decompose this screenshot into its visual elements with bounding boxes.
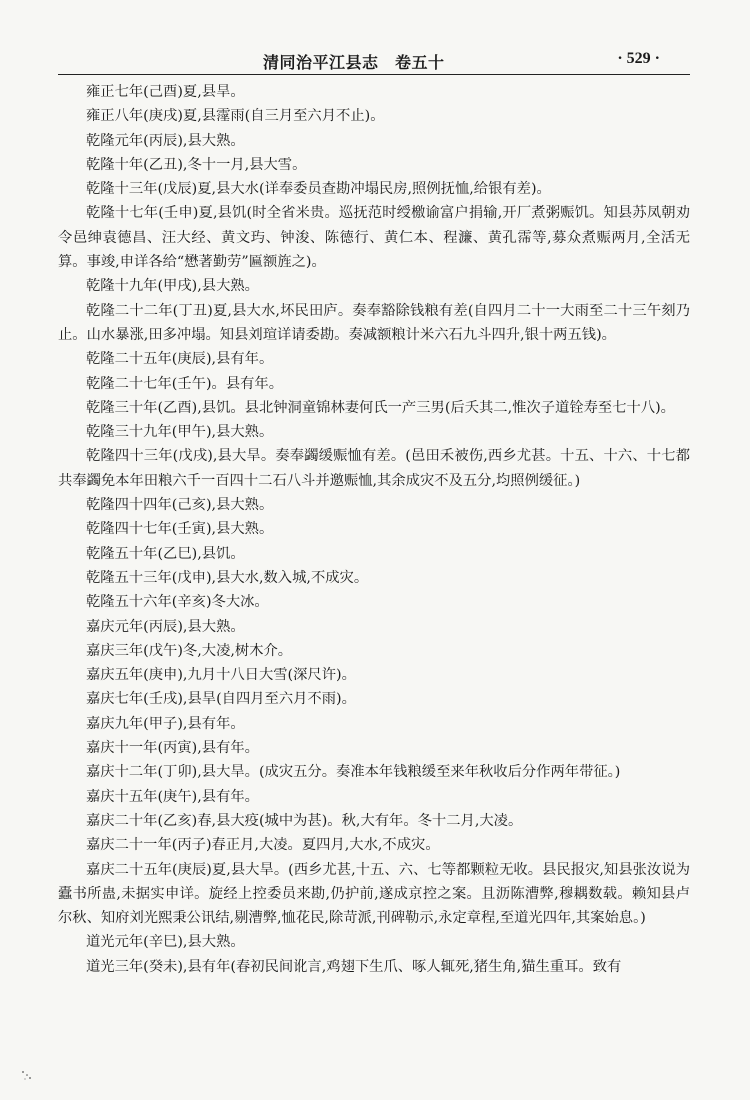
chronicle-entry: 乾隆元年(丙辰),县大熟。 [86,132,245,149]
chronicle-entry: 嘉庆三年(戊午)冬,大凌,树木介。 [86,642,293,659]
chronicle-entry: 乾隆三十年(乙酉),县饥。县北钟洞童锦林妻何氏一产三男(后夭其二,惟次子道铨寿至七十八)。 [86,399,675,416]
chronicle-entry: 乾隆五十六年(辛亥)冬大冰。 [86,594,269,611]
chronicle-entry: 嘉庆十五年(庚午),县有年。 [86,788,259,805]
chronicle-entry: 雍正七年(己酉)夏,县旱。 [86,84,245,100]
chronicle-entry: 乾隆十七年(壬申)夏,县饥(时全省米贵。巡抚范时绶檄谕富户捐输,开厂煮粥赈饥。知县苏凤朝劝令邑绅袁德昌、汪大经、黄文玙、钟浚、陈德行、黄仁本、程濂、黄孔霈等,募众煮赈两月,全活无算。事竣,申详各给“懋著勤劳”匾额旌之)。 [58,205,690,271]
chronicle-entry: 乾隆四十七年(壬寅),县大熟。 [86,521,274,538]
chronicle-entry: 乾隆四十三年(戊戌),县大旱。奏奉蠲缓赈恤有差。(邑田禾被伤,西乡尤甚。十五、十六、十七都共奉蠲免本年田粮六千一百四十二石八斗并邀赈恤,其余成灾不及五分,均照例缓征。) [58,448,690,489]
chronicle-entry: 嘉庆九年(甲子),县有年。 [86,715,245,732]
chronicle-entry: 乾隆五十年(乙巳),县饥。 [86,545,245,562]
chronicle-entry: 嘉庆二十年(乙亥)春,县大疫(城中为甚)。秋,大有年。冬十二月,大凌。 [86,812,523,829]
chronicle-entry: 嘉庆十一年(丙寅),县有年。 [86,740,259,757]
chronicle-entry: 嘉庆五年(庚申),九月十八日大雪(深尺许)。 [86,667,356,684]
page-number: · 529 · [617,50,660,67]
chronicle-entry: 乾隆十年(乙丑),冬十一月,县大雪。 [86,156,307,173]
chronicle-entry: 乾隆十九年(甲戌),县大熟。 [86,278,259,295]
chronicle-entry: 道光三年(癸未),县有年(春初民间讹言,鸡翅下生爪、啄人辄死,猪生角,猫生重耳。致有 [86,958,622,975]
chronicle-entry: 乾隆五十三年(戊申),县大水,数入城,不成灾。 [86,569,369,586]
scan-speck [20,1068,34,1082]
chronicle-entry: 乾隆二十五年(庚辰),县有年。 [86,351,274,368]
chronicle-entry: 乾隆三十九年(甲午),县大熟。 [86,424,274,441]
chronicle-entry: 道光元年(辛巳),县大熟。 [86,934,245,951]
chronicle-entry: 嘉庆十二年(丁卯),县大旱。(成灾五分。奏准本年钱粮缓至来年秋收后分作两年带征。) [86,764,621,781]
page-header [58,44,690,74]
chronicle-entry: 乾隆二十二年(丁丑)夏,县大水,坏民田庐。奏奉豁除钱粮有差(自四月二十一大雨至二十三午刻乃止。山水暴涨,田多冲塌。知县刘瑄详请委勘。奏减额粮计米六石九斗四升,银十两五钱)。 [58,302,690,343]
chronicle-entry: 嘉庆二十五年(庚辰)夏,县大旱。(西乡尤甚,十五、六、七等都颗粒无收。县民报灾,知县张汝说为蠹书所蛊,未据实申详。旋经上控委员来勘,仍护前,遂成京控之案。且沥陈漕弊,穆耦数载。赖知县卢尔秋、知府刘光熙秉公讯结,剔漕弊,恤花民,除苛派,刊碑勒示,永定章程,至道光四年,其案始息。) [58,861,690,927]
header-rule [58,74,690,75]
chronicle-entry: 乾隆十三年(戊辰)夏,县大水(详奉委员查勘冲塌民房,照例抚恤,给银有差)。 [86,181,551,198]
chronicle-entry: 嘉庆元年(丙辰),县大熟。 [86,618,245,635]
chronicle-body [58,80,690,979]
running-title: 清同治平江县志 卷五十 [263,53,445,72]
chronicle-entry: 嘉庆二十一年(丙子)春正月,大凌。夏四月,大水,不成灾。 [86,837,440,854]
chronicle-entry: 乾隆四十四年(己亥),县大熟。 [86,497,274,514]
chronicle-entry: 乾隆二十七年(壬午)。县有年。 [86,375,284,392]
chronicle-entry: 雍正八年(庚戌)夏,县霪雨(自三月至六月不止)。 [86,108,385,125]
chronicle-entry: 嘉庆七年(壬戌),县旱(自四月至六月不雨)。 [86,691,356,708]
